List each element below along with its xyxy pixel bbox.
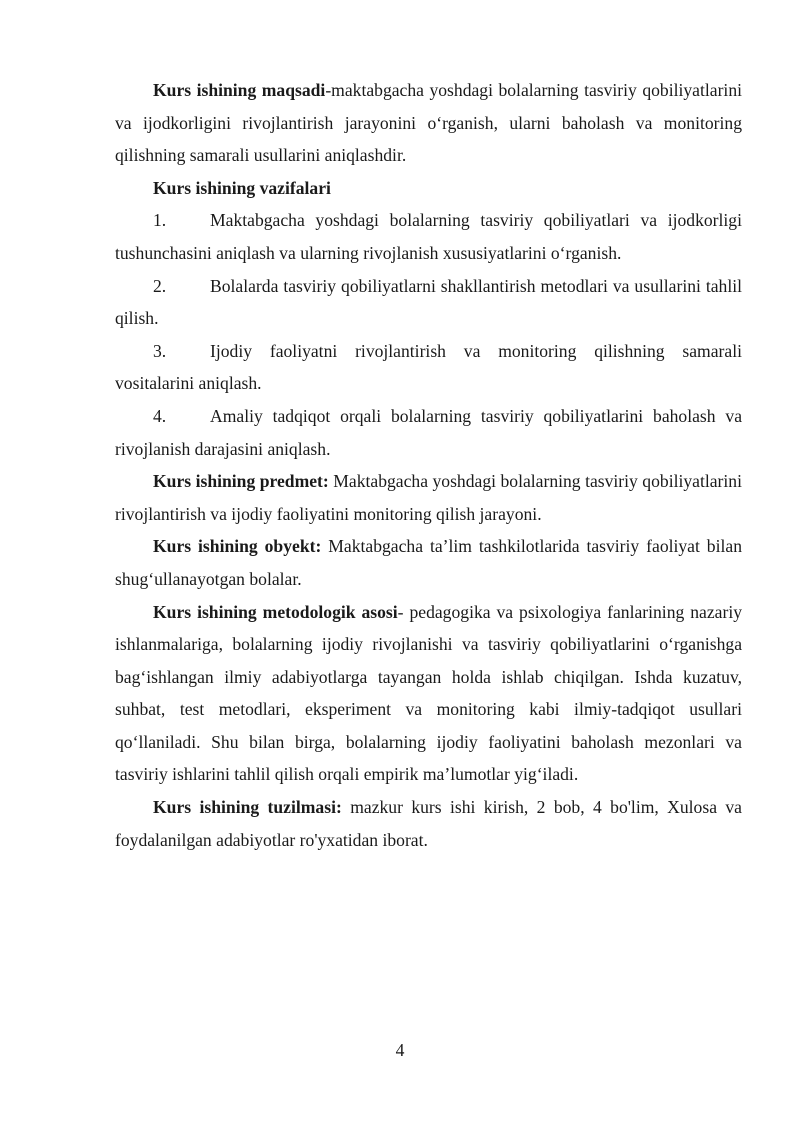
object-label: Kurs ishining obyekt: [153, 536, 322, 557]
subject-label: Kurs ishining predmet: [153, 471, 329, 492]
methodology-text: - pedagogika va psixologiya fanlarining nazariy ishlanmalariga, bolalarning ijodiy rivojlanishi va tasviriy qobiliyatlarini o‘rganishga bag‘ishlangan ilmiy adabiyotlarga tayangan holda ishlab chiqilgan. Ishda kuzatuv, suhbat, test metodlari, eksperiment va monitoring kabi ilmiy-tadqiqot usullari qo‘llaniladi. Shu bilan birga, bolalarning ijodiy faoliyatini baholash mezonlari va tasviriy ishlarini tahlil qilish orqali empirik ma’lumotlar yig‘iladi. [115, 601, 742, 785]
task-item-1 [115, 204, 742, 269]
subject-paragraph [115, 465, 742, 530]
task-text: Amaliy tadqiqot orqali bolalarning tasviriy qobiliyatlarini baholash va rivojlanish darajasini aniqlash. [115, 405, 742, 459]
task-number: 1. [153, 210, 167, 231]
methodology-label: Kurs ishining metodologik asosi [153, 601, 398, 622]
purpose-paragraph [115, 74, 742, 172]
methodology-paragraph [115, 596, 742, 792]
task-number: 3. [153, 340, 167, 361]
page-number: 4 [395, 1040, 405, 1060]
task-text: Maktabgacha yoshdagi bolalarning tasviriy qobiliyatlari va ijodkorligi tushunchasini aniqlash va ularning rivojlanish xususiyatlarini o‘rganish. [115, 210, 742, 263]
structure-text: mazkur kurs ishi kirish, 2 bob, 4 bo'lim, Xulosa va foydalanilgan adabiyotlar ro'yxatidan iborat. [115, 797, 742, 850]
structure-label: Kurs ishining tuzilmasi: [153, 797, 342, 818]
purpose-text: -maktabgacha yoshdagi bolalarning tasviriy qobiliyatlarini va ijodkorligini rivojlantirish jarayonini o‘rganish, ularni baholash va monitoring qilishning samarali usullarini aniqlashdir. [115, 80, 742, 166]
task-item-3 [115, 335, 742, 400]
task-item-4 [115, 400, 742, 465]
task-text: Ijodiy faoliyatni rivojlantirish va monitoring qilishning samarali vositalarini aniqlash. [115, 340, 742, 394]
object-text: Maktabgacha ta’lim tashkilotlarida tasviriy faoliyat bilan shug‘ullanayotgan bolalar. [115, 536, 742, 589]
document-body [115, 74, 742, 856]
subject-text: Maktabgacha yoshdagi bolalarning tasviriy qobiliyatlarini rivojlantirish va ijodiy faoliyatini monitoring qilish jarayoni. [115, 471, 742, 524]
structure-paragraph [115, 791, 742, 856]
task-text: Bolalarda tasviriy qobiliyatlarni shakllantirish metodlari va usullarini tahlil qilish. [115, 275, 742, 329]
task-number: 4. [153, 405, 167, 426]
object-paragraph [115, 530, 742, 595]
tasks-heading: Kurs ishining vazifalari [153, 177, 331, 198]
purpose-label: Kurs ishining maqsadi [153, 80, 326, 100]
task-number: 2. [153, 275, 167, 296]
task-item-2 [115, 270, 742, 335]
